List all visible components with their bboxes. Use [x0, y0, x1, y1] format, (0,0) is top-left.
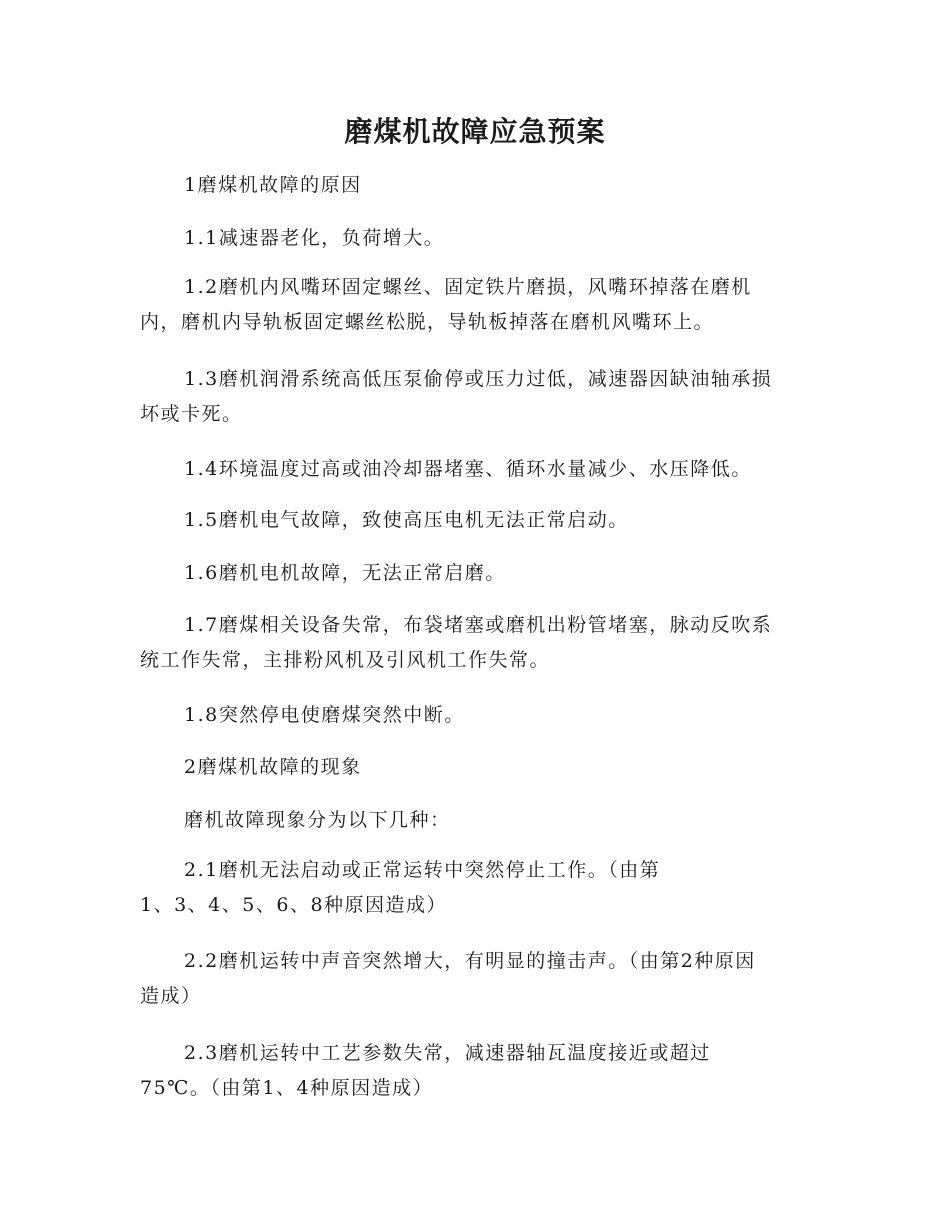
paragraph-1-5: 1.5磨机电气故障，致使高压电机无法正常启动。: [184, 509, 629, 531]
paragraph-1-4: 1.4环境温度过高或油冷却器堵塞、循环水量减少、水压降低。: [184, 458, 752, 480]
paragraph-2-1-line-2: 1、3、4、5、6、8种原因造成）: [140, 894, 448, 916]
paragraph-1-3-line-1: 1.3磨机润滑系统高低压泵偷停或压力过低，减速器因缺油轴承损: [184, 368, 773, 390]
paragraph-1-3: [140, 362, 815, 432]
paragraph-2-3-line-1: 2.3磨机运转中工艺参数失常，减速器轴瓦温度接近或超过: [184, 1042, 711, 1064]
paragraph-1-2: [140, 270, 815, 340]
paragraph-2-2: [140, 944, 815, 1014]
section-heading-1: 1磨煤机故障的原因: [184, 174, 362, 196]
paragraph-2-2-line-2: 造成）: [140, 985, 202, 1007]
paragraph-2-1: [140, 853, 815, 923]
paragraph-1-8: 1.8突然停电使磨煤突然中断。: [184, 704, 465, 726]
paragraph-2-1-line-1: 2.1磨机无法启动或正常运转中突然停止工作。（由第: [184, 859, 661, 881]
paragraph-1-1: 1.1减速器老化，负荷增大。: [184, 227, 445, 249]
paragraph-1-7: [140, 608, 815, 678]
paragraph-1-7-line-1: 1.7磨煤相关设备失常，布袋堵塞或磨机出粉管堵塞，脉动反吹系: [184, 614, 773, 636]
paragraph-2-intro: 磨机故障现象分为以下几种：: [184, 809, 451, 831]
paragraph-1-7-line-2: 统工作失常，主排粉风机及引风机工作失常。: [140, 649, 551, 671]
paragraph-1-3-line-2: 坏或卡死。: [140, 403, 243, 425]
paragraph-2-3: [140, 1036, 815, 1106]
paragraph-1-6: 1.6磨机电机故障，无法正常启磨。: [184, 562, 506, 584]
document-title: 磨煤机故障应急预案: [344, 115, 606, 148]
section-heading-2: 2磨煤机故障的现象: [184, 756, 362, 778]
paragraph-1-2-line-1: 1.2磨机内风嘴环固定螺丝、固定铁片磨损，风嘴环掉落在磨机: [184, 276, 752, 298]
paragraph-1-2-line-2: 内，磨机内导轨板固定螺丝松脱，导轨板掉落在磨机风嘴环上。: [140, 311, 715, 333]
paragraph-2-3-line-2: 75℃。（由第1、4种原因造成）: [140, 1077, 434, 1099]
paragraph-2-2-line-1: 2.2磨机运转中声音突然增大，有明显的撞击声。（由第2种原因: [184, 950, 756, 972]
